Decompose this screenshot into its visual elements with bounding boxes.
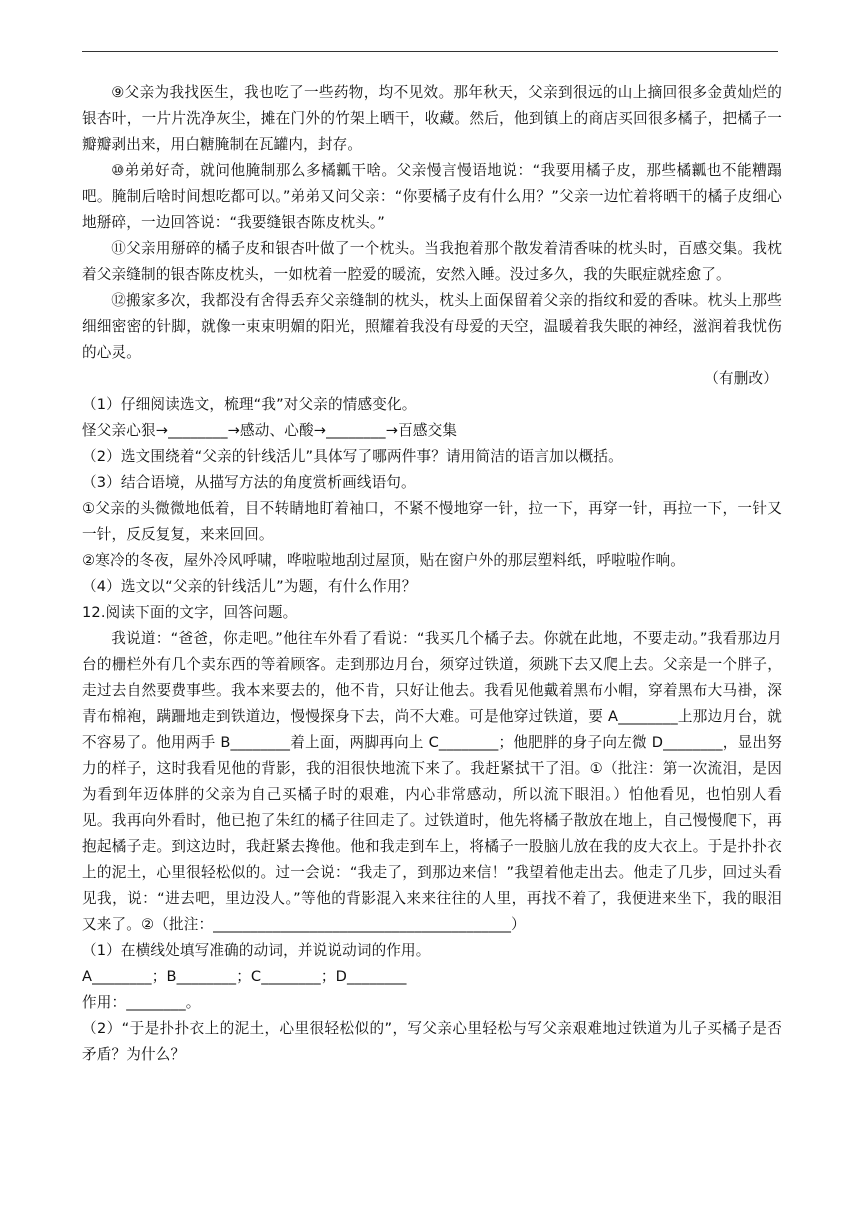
- question-12-sub-1: （1）在横线处填写准确的动词，并说说动词的作用。: [82, 942, 431, 959]
- question-12-sub-1-blanks: A________；B________；C________；D________: [82, 968, 407, 985]
- paragraph-11: ⑪父亲用掰碎的橘子皮和银杏叶做了一个枕头。当我抱着那个散发着清香味的枕头时，百感交集。我枕着父亲缝制的银杏陈皮枕头，一如枕着一腔爱的暖流，安然入睡。没过多久，我的失眠症就痊愈了。: [82, 240, 782, 283]
- question-4: （4）选文以“父亲的针线活儿”为题，有什么作用？: [82, 578, 417, 595]
- question-1-chain: 怪父亲心狠→________→感动、心酸→________→百感交集: [82, 422, 458, 439]
- header-rule: [82, 51, 778, 52]
- question-12-title: 12.阅读下面的文字，回答问题。: [82, 604, 298, 621]
- question-3: （3）结合语境，从描写方法的角度赏析画线语句。: [82, 474, 416, 491]
- paragraph-12: ⑫搬家多次，我都没有舍得丢弃父亲缝制的枕头，枕头上面保留着父亲的指纹和爱的香味。枕头上那些细细密密的针脚，就像一束束明媚的阳光，照耀着我没有母爱的天空，温暖着我失眠的神经，滋润着我忧伤的心灵。: [82, 292, 782, 361]
- paragraph-9: ⑨父亲为我找医生，我也吃了一些药物，均不见效。那年秋天，父亲到很远的山上摘回很多金黄灿烂的银杏叶，一片片洗净灰尘，摊在门外的竹架上晒干，收藏。然后，他到镇上的商店买回很多橘子，把橘子一瓣瓣剥出来，用白糖腌制在瓦罐内，封存。: [82, 84, 782, 153]
- question-3-sentence-2: ②寒冷的冬夜，屋外冷风呼啸，哗啦啦地刮过屋顶，贴在窗户外的那层塑料纸，呼啦啦作响。: [82, 552, 685, 569]
- question-1: （1）仔细阅读选文，梳理“我”对父亲的情感变化。: [82, 396, 417, 413]
- paragraph-10: ⑩弟弟好奇，就问他腌制那么多橘瓤干啥。父亲慢言慢语地说：“我要用橘子皮，那些橘瓤也不能糟蹋吧。腌制后啥时间想吃都可以。”弟弟又问父亲：“你要橘子皮有什么用？”父亲一边忙着将晒干的橘子皮细心地掰碎，一边回答说：“我要缝银杏陈皮枕头。”: [82, 162, 782, 231]
- question-12-sub-1-effect: 作用：________。: [82, 994, 201, 1011]
- source-note: （有删改）: [704, 370, 778, 387]
- question-12-sub-2: （2）“于是扑扑衣上的泥土，心里很轻松似的”，写父亲心里轻松与写父亲艰难地过铁道为儿子买橘子是否矛盾？为什么？: [82, 1020, 782, 1063]
- question-3-sentence-1: ①父亲的头微微地低着，目不转睛地盯着袖口，不紧不慢地穿一针，拉一下，再穿一针，再拉一下，一针又一针，反反复复，来来回回。: [82, 500, 782, 543]
- question-12-passage: 我说道：“爸爸，你走吧。”他往车外看了看说：“我买几个橘子去。你就在此地，不要走动。”我看那边月台的栅栏外有几个卖东西的等着顾客。走到那边月台，须穿过铁道，须跳下去又爬上去。父亲是一个胖子，走过去自然要费事些。我本来要去的，他不肯，只好让他去。我看见他戴着黑布小帽，穿着黑布大马褂，深青布棉袍，蹒跚地走到铁道边，慢慢探身下去，尚不大难。可是他穿过铁道，要 A________上那边月台，就不容易了。他用两手 B________着上面，两脚再向上 C________；他肥胖的身子向左微 D________，显出努力的样子，这时我看见他的背影，我的泪很快地流下来了。我赶紧拭干了泪。①（批注：第一次流泪，是因为看到年迈体胖的父亲为自己买橘子时的艰难，内心非常感动，所以流下眼泪。）怕他看见，也怕别人看见。我再向外看时，他已抱了朱红的橘子往回走了。过铁道时，他先将橘子散放在地上，自己慢慢爬下，再抱起橘子走。到这边时，我赶紧去搀他。他和我走到车上，将橘子一股脑儿放在我的皮大衣上。于是扑扑衣上的泥土，心里很轻松似的。过一会说：“我走了，到那边来信！”我望着他走出去。他走了几步，回过头看见我，说：“进去吧，里边没人。”等他的背影混入来来往往的人里，再找不着了，我便进来坐下，我的眼泪又来了。②（批注：________________________________________）: [82, 630, 782, 933]
- question-2: （2）选文围绕着“父亲的针线活儿”具体写了哪两件事？请用简洁的语言加以概括。: [82, 448, 623, 465]
- document-body: [82, 80, 782, 1068]
